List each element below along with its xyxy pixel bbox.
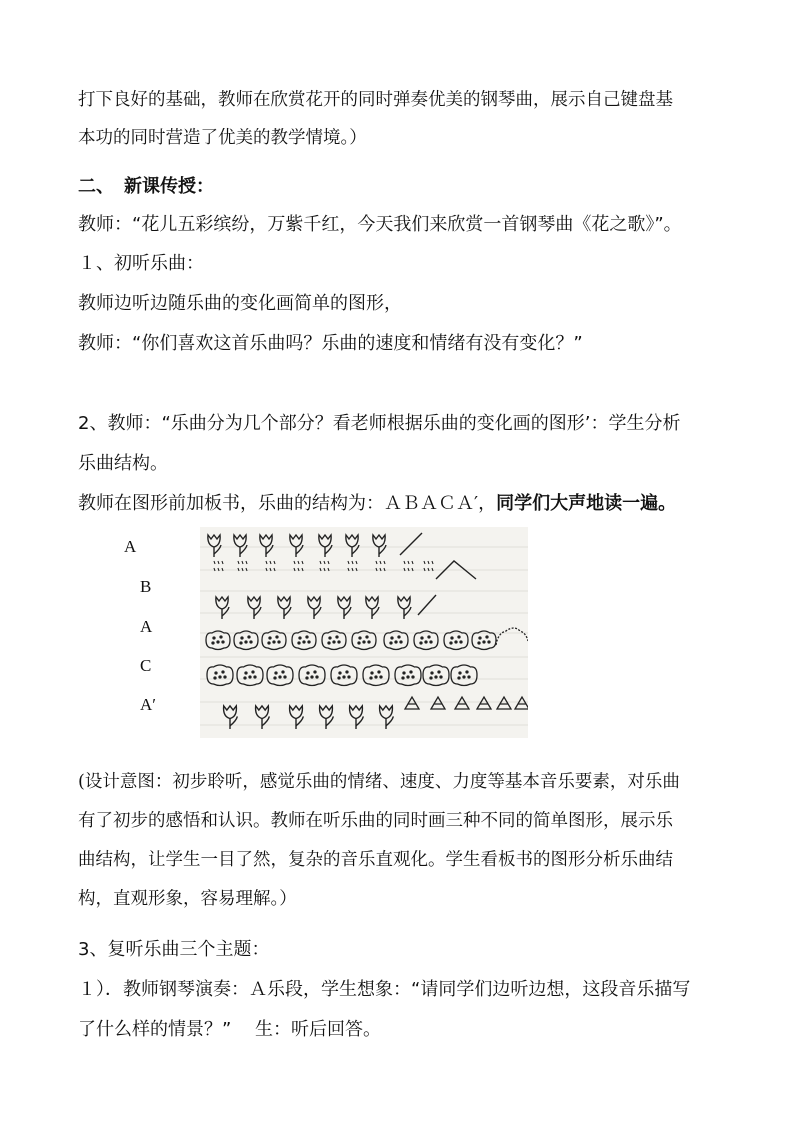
structure-label: A′	[140, 695, 156, 714]
triangle-drawing	[515, 697, 528, 709]
figure-drawing	[200, 527, 528, 738]
flower-blob-drawing	[207, 665, 233, 686]
tulip-drawing	[216, 597, 229, 619]
step-description: 了什么样的情景？” 生：听后回答。	[78, 1019, 382, 1040]
tick-marks-drawing	[348, 561, 357, 571]
flower-blob-drawing	[206, 631, 230, 650]
flower-blob-drawing	[234, 631, 258, 650]
tulip-drawing	[338, 597, 351, 619]
flower-blob-drawing	[292, 631, 316, 650]
tulip-drawing	[308, 597, 321, 619]
tulip-drawing	[208, 535, 221, 557]
tick-marks-drawing	[294, 561, 303, 571]
rising-line-drawing	[418, 595, 436, 615]
triangle-drawing	[431, 697, 445, 709]
section-heading	[78, 175, 214, 199]
step-description: 乐曲结构。	[78, 453, 168, 474]
tulip-drawing	[350, 706, 364, 729]
tulip-drawing	[224, 706, 238, 729]
tick-marks-drawing	[214, 561, 223, 571]
flower-blob-drawing	[322, 631, 346, 650]
design-intent-line: 构，直观形象，容易理解。）	[78, 889, 297, 909]
flower-blob-drawing	[237, 665, 263, 686]
structure-label: C	[140, 656, 152, 675]
structure-label: A	[140, 617, 153, 636]
flower-blob-drawing	[331, 665, 357, 686]
flower-blob-drawing	[262, 631, 286, 650]
structure-label: B	[140, 577, 152, 596]
flower-blob-drawing	[423, 665, 449, 686]
tulip-drawing	[290, 535, 303, 557]
teacher-intro: 教师：“花儿五彩缤纷，万紫千红，今天我们来欣赏一首钢琴曲《花之歌》”。	[78, 214, 682, 235]
structure-label: A	[124, 537, 137, 556]
section-number: 二、	[78, 176, 114, 197]
board-text: 教师在图形前加板书，乐曲的结构为：ＡＢＡＣＡ′，	[78, 493, 497, 514]
flower-blob-drawing	[395, 665, 421, 686]
tick-marks-drawing	[404, 561, 413, 571]
design-intent-line: 有了初步的感悟和认识。教师在听乐曲的同时画三种不同的简单图形，展示乐	[78, 811, 673, 831]
tick-marks-drawing	[320, 561, 329, 571]
rising-line-drawing	[400, 533, 422, 555]
step-heading: １、初听乐曲：	[78, 253, 204, 274]
tulip-drawing	[234, 535, 247, 557]
hand-drawn-structure-figure	[200, 527, 528, 738]
flower-blob-drawing	[299, 665, 325, 686]
step-description: １）．教师钢琴演奏：Ａ乐段，学生想象：“请同学们边听边想，这段音乐描写	[78, 979, 691, 1000]
step-heading: 3、复听乐曲三个主题：	[78, 939, 270, 960]
board-writing-line	[78, 492, 676, 516]
board-emphasis: 同学们大声地读一遍。	[496, 493, 677, 514]
step-description: 教师边听边随乐曲的变化画简单的图形，	[78, 293, 402, 314]
section-title: 新课传授：	[124, 176, 214, 197]
tick-marks-drawing	[266, 561, 275, 571]
tulip-drawing	[256, 706, 270, 729]
flower-blob-drawing	[451, 665, 477, 686]
tulip-drawing	[373, 535, 386, 557]
flower-blob-drawing	[414, 631, 438, 650]
triangle-drawing	[477, 697, 491, 709]
tulip-drawing	[260, 535, 273, 557]
flower-blob-drawing	[472, 631, 496, 650]
triangle-drawing	[405, 697, 419, 709]
tulip-drawing	[319, 535, 332, 557]
design-intent-line: (设计意图：初步聆听，感觉乐曲的情绪、速度、力度等基本音乐要素，对乐曲	[78, 772, 680, 792]
teacher-question: 教师：“你们喜欢这首乐曲吗？乐曲的速度和情绪有没有变化？”	[78, 333, 583, 354]
tick-marks-drawing	[238, 561, 247, 571]
tulip-drawing	[248, 597, 261, 619]
tick-marks-drawing	[424, 561, 433, 571]
scalloped-arc-drawing	[496, 628, 528, 645]
tulip-drawing	[278, 597, 291, 619]
tulip-drawing	[346, 535, 359, 557]
tulip-drawing	[380, 706, 394, 729]
tulip-drawing	[290, 706, 304, 729]
tulip-drawing	[398, 597, 411, 619]
triangle-drawing	[497, 697, 511, 709]
paragraph-line: 打下良好的基础，教师在欣赏花开的同时弹奏优美的钢琴曲，展示自己键盘基	[78, 90, 673, 110]
flower-blob-drawing	[363, 665, 389, 686]
paragraph-line: 本功的同时营造了优美的教学情境。）	[78, 128, 367, 148]
tulip-drawing	[366, 597, 379, 619]
flower-blob-drawing	[267, 665, 293, 686]
flower-blob-drawing	[352, 631, 376, 650]
design-intent-line: 曲结构，让学生一目了然，复杂的音乐直观化。学生看板书的图形分析乐曲结	[78, 850, 673, 870]
step-description: 2、教师：“乐曲分为几个部分？看老师根据乐曲的变化画的图形’：学生分析	[78, 413, 681, 434]
flower-blob-drawing	[444, 631, 468, 650]
flower-blob-drawing	[384, 631, 408, 650]
triangle-drawing	[455, 697, 469, 709]
tick-marks-drawing	[376, 561, 385, 571]
tulip-drawing	[320, 706, 334, 729]
